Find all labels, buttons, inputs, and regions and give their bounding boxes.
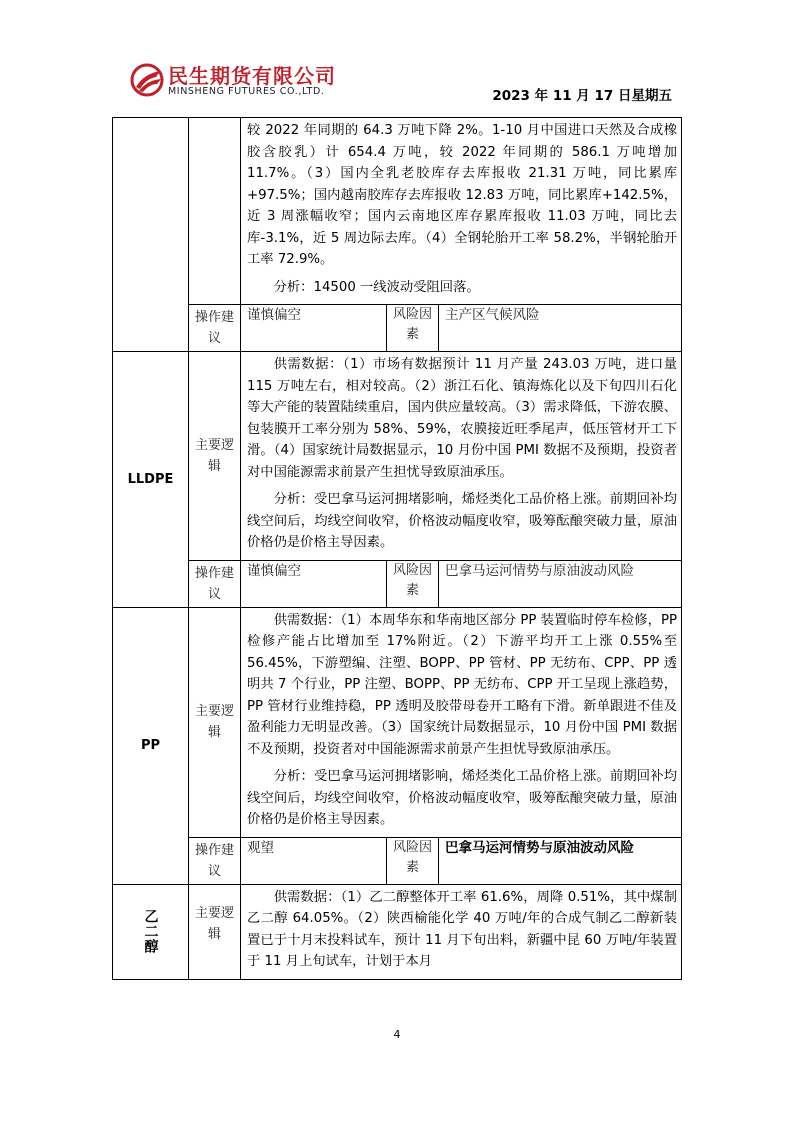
pp-op-value: 观望 bbox=[241, 837, 387, 884]
pp-logic-label: 主要逻辑 bbox=[189, 607, 241, 837]
lldpe-supply-demand: 供需数据：（1）市场有数据预计 11 月产量 243.03 万吨，进口量 115 万吨左右，相对较高。（2）浙江石化、镇海炼化以及下旬四川石化等大产能的装置陆续重启，国内供应量较高。（3）需求降低，下游农膜、包装膜开工率分别为 58%、59%，农膜接近旺季尾声，低压管材开工下滑。（4）国家统计局数据显示，10 月份中国 PMI 数据不及预期，投资者对中国能源需求前景产生担忧导致原油承压。 bbox=[247, 357, 677, 480]
pp-op-label: 操作建议 bbox=[189, 837, 241, 884]
pp-supply-demand: 供需数据：（1）本周华东和华南地区部分 PP 装置临时停车检修，PP 检修产能占比增加至 17%附近。（2）下游平均开工上涨 0.55%至 56.45%，下游塑编、注塑、BOPP、PP 管材、PP 无纺布、CPP、PP 透明共 7 个行业，PP 注塑、BOPP、PP 无纺布、CPP 开工呈现上涨趋势，PP 管材行业维持稳，PP 透明及胶带母卷开工略有下滑。新单跟进不佳及盈利能力无明显改善。（3）国家统计局数据显示，10 月份中国 PMI 数据不及预期，投资者对中国能源需求前景产生担忧导致原油承压。 bbox=[247, 612, 677, 757]
eg-category: 乙二醇 bbox=[142, 909, 159, 954]
rubber-risk-value: 主产区气候风险 bbox=[439, 305, 682, 352]
lldpe-logic-content bbox=[241, 352, 682, 561]
rubber-risk-label: 风险因素 bbox=[387, 305, 439, 352]
pp-category: PP bbox=[113, 607, 189, 884]
rubber-analysis: 分析：14500 一线波动受阻回落。 bbox=[273, 279, 480, 295]
pp-risk-value: 巴拿马运河情势与原油波动风险 bbox=[439, 837, 682, 884]
rubber-logic-label-cell bbox=[189, 118, 241, 305]
eg-supply-demand: 供需数据：（1）乙二醇整体开工率 61.6%，周降 0.51%，其中煤制乙二醇 64.05%。（2）陕西榆能化学 40 万吨/年的合成气制乙二醇新装置已于十月末投料试车，预计 11 月下旬出料，新疆中昆 60 万吨/年装置于 11 月上旬试车，计划于本月 bbox=[247, 889, 677, 969]
company-name-cn: 民生期货有限公司 bbox=[168, 64, 336, 88]
rubber-op-label: 操作建议 bbox=[189, 305, 241, 352]
lldpe-risk-value: 巴拿马运河情势与原油波动风险 bbox=[439, 560, 682, 607]
pp-analysis: 分析：受巴拿马运河拥堵影响，烯烃类化工品价格上涨。前期回补均线空间后，均线空间收窄，价格波动幅度收窄，吸筹酝酿突破力量，原油价格仍是价格主导因素。 bbox=[247, 769, 677, 827]
lldpe-op-label: 操作建议 bbox=[189, 560, 241, 607]
company-name-en: MINSHENG FUTURES CO.,LTD. bbox=[168, 86, 325, 97]
pp-risk-label: 风险因素 bbox=[387, 837, 439, 884]
eg-logic-label: 主要逻辑 bbox=[189, 884, 241, 979]
pp-logic-row bbox=[113, 607, 682, 837]
rubber-logic-content bbox=[241, 118, 682, 305]
rubber-category-cell bbox=[113, 118, 189, 352]
commodity-table bbox=[112, 117, 682, 980]
rubber-op-value: 谨慎偏空 bbox=[241, 305, 387, 352]
eg-logic-content bbox=[241, 884, 682, 979]
lldpe-logic-row bbox=[113, 352, 682, 561]
lldpe-category: LLDPE bbox=[113, 352, 189, 608]
lldpe-op-row bbox=[113, 560, 682, 607]
company-logo bbox=[130, 60, 370, 110]
lldpe-risk-label: 风险因素 bbox=[387, 560, 439, 607]
minsheng-logo-icon bbox=[130, 63, 164, 97]
rubber-logic-row bbox=[113, 118, 682, 305]
eg-category-cell bbox=[113, 884, 189, 979]
lldpe-op-value: 谨慎偏空 bbox=[241, 560, 387, 607]
rubber-op-row bbox=[113, 305, 682, 352]
report-date: 2023 年 11 月 17 日星期五 bbox=[492, 88, 672, 104]
pp-op-row bbox=[113, 837, 682, 884]
pp-logic-content bbox=[241, 607, 682, 837]
eg-logic-row bbox=[113, 884, 682, 979]
lldpe-analysis: 分析：受巴拿马运河拥堵影响，烯烃类化工品价格上涨。前期回补均线空间后，均线空间收窄，价格波动幅度收窄，吸筹酝酿突破力量，原油价格仍是价格主导因素。 bbox=[247, 492, 677, 550]
lldpe-logic-label: 主要逻辑 bbox=[189, 352, 241, 561]
page-number: 4 bbox=[393, 1028, 401, 1041]
rubber-continued-text: 较 2022 年同期的 64.3 万吨下降 2%。1-10 月中国进口天然及合成橡胶含胶乳）计 654.4 万吨，较 2022 年同期的 586.1 万吨增加 11.7%。（3）国内全乳老胶库存去库报收 21.31 万吨，同比累库+97.5%；国内越南胶库存去库报收 12.83 万吨，同比累库+142.5%，近 3 周涨幅收窄；国内云南地区库存累库报收 11.03 万吨，同比去库-3.1%，近 5 周边际去库。（4）全钢轮胎开工率 58.2%，半钢轮胎开工率 72.9%。 bbox=[247, 123, 677, 267]
